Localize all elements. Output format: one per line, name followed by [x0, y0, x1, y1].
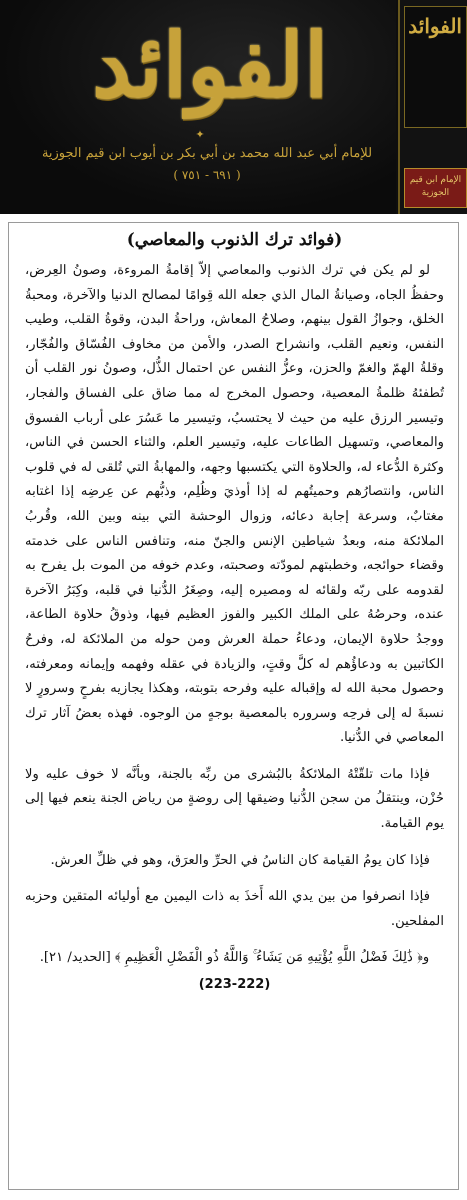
ornament-icon: ✦ — [195, 128, 205, 141]
spine-author: الإمام ابن قيم الجوزية — [409, 175, 462, 198]
paragraph: فإذا كان يومُ القيامة كان الناسُ في الحرِّ والعرَق، وهو في ظلِّ العرش. — [50, 852, 430, 868]
body-text — [25, 259, 444, 998]
book-spine — [398, 0, 467, 214]
text-box — [8, 222, 459, 1190]
quran-verse: و﴿ ذَٰلِكَ فَضْلُ اللَّهِ يُؤْتِيهِ مَن يَشَاءُ ۚ وَاللَّهُ ذُو الْفَضْلِ الْعَظِيمِ ﴾ [الحديد/ ٢١]. — [39, 950, 430, 966]
spine-title-box — [404, 6, 467, 128]
paragraph: لو لم يكن في ترك الذنوب والمعاصي إلاّ إقامةُ المروءة، وصونُ العِرض، وحفظُ الجاه، وصيانةُ المال الذي جعله الله قِوامًا لمصالح الدنيا والآخرة، ومحبةُ الخلق، وجوازُ القول بينهم، وصلاحُ المعاش، وراحةُ البدن، وقوةُ القلب، وطيب النفس، ونعيم القلب، وانشراح الصدر، والأمن من مخاوف الفُسّاق والفُجّار، وقلةُ الهمّ والغمّ والحزن، وعزُّ النفس عن احتمال الذُّل، وصونُ نور القلب أن تُطفئهُ ظلمةُ المعصية، وحصول المخرج له مما ضاق على الفساق والفجار، وتيسير الرزق عليه من حيث لا يحتسبُ، وتيسير ما عَسُرَ على أرباب الفسوق والمعاصي، وتسهيل الطاعات عليه، وتيسير العلم، والثناء الحسن في الناس، وكثرة الدُّعاء له، والحلاوة التي يكتسبها وجهه، والمهابةُ التي تُلقى له في قلوب الناس، وانتصارُهم وحميتُهم له إذا أوذيَ وظُلِم، وذبُّهم عن عِرضِه إذا اغتابه مغتابٌ، وسرعة إجابة دعائه، وزوال الوحشة التي بينه وبين الله، وقُربُ الملائكة منه، وبعدُ شياطين الإنس والجنّ منه، وتنافس الناس على خدمته وقضاء حوائجه، وخطبتهم لمودّته وصحبته، وعدم خوفه من الموت بل يفرح به لقدومه على ربّه ولقائه له ومصيره إليه، وصِغَرُ الدُّنيا في قلبه، وكِبَرُ الآخرة عنده، وحرصُهُ على الملك الكبير والفوز العظيم فيها، وذوقُ حلاوة الطاعة، ووجدُ حلاوة الإيمان، ودعاءُ حملة العرش ومن حوله من الملائكة له، وفرحُ الكاتبين به ودعاؤُهم له كلَّ وقتٍ، والزيادة في عقله وفهمه وإيمانه ومعرفته، وحصول محبة الله له وإقباله عليه وفرحه بتوبته، وهكذا يجازيه بفرحٍ وسرورٍ لا نسبةَ له إلى فرحِه وسروره بالمعصية بوجهٍ من الوجوه. فهذه بعضُ آثار ترك المعاصي في الدُّنيا. — [25, 263, 444, 746]
book-cover-image — [0, 0, 467, 214]
paragraph: فإذا مات تلقّتْهُ الملائكةُ بالبُشرى من ربِّه بالجنة، وبأنَّه لا خوف عليه ولا حُزْن، وينتقلُ من سجن الدُّنيا وضيقها إلى روضةٍ من رياض الجنة ينعم فيها إلى يوم القيامة. — [25, 766, 444, 832]
page-reference: (223-222) — [198, 977, 271, 993]
paragraph: فإذا انصرفوا من بين يدي الله أَخذَ به ذات اليمين مع أوليائه المتقين وحزبه المفلحين. — [25, 889, 444, 929]
spine-title: الفوائد — [408, 14, 462, 38]
spine-author-label — [404, 168, 467, 208]
section-heading: (فوائد ترك الذنوب والمعاصي) — [126, 230, 343, 250]
cover-title: الفوائد — [91, 13, 329, 117]
cover-dates: ( ٦٩١ - ٧٥١ ) — [173, 168, 241, 182]
book-front — [0, 0, 396, 214]
cover-author: للإمام أبي عبد الله محمد بن أبي بكر بن أيوب ابن قيم الجوزية — [41, 146, 373, 161]
